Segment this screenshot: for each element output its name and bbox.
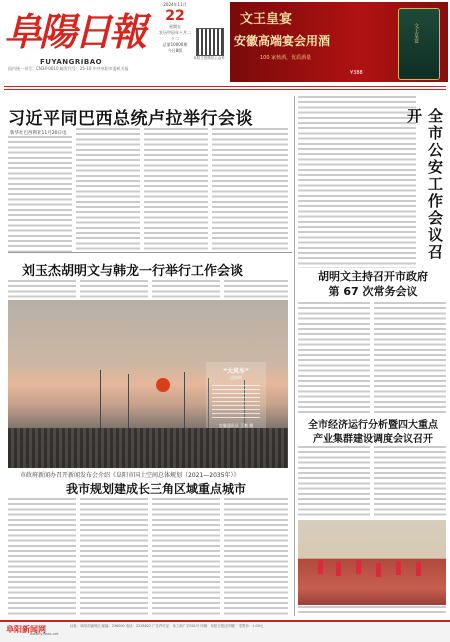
column-divider <box>294 96 295 616</box>
newspaper-pinyin: FUYANGRIBAO <box>40 58 103 66</box>
qr-code-icon <box>196 28 224 56</box>
publication-info: 国内统一刊号：CN34-0010 邮发代号：25-10 中共阜阳市委机关报 <box>8 66 129 71</box>
wind-turbine <box>184 372 185 430</box>
bottom-column-1 <box>8 498 76 616</box>
second-column-2 <box>80 280 148 298</box>
side-headline-2b: 产业集群建设调度会议召开 <box>313 434 433 445</box>
masthead-divider-thin <box>4 89 446 90</box>
lead-column-4 <box>212 128 288 252</box>
masthead-divider <box>4 86 446 87</box>
lunar-date: 农历甲辰年十月二十二 <box>159 30 191 41</box>
photo-caption-title: “大风车” <box>223 368 249 375</box>
second-column-4 <box>224 280 288 298</box>
tree-line <box>8 428 288 468</box>
side-column-3b <box>374 446 446 518</box>
second-headline: 刘玉杰胡明文与韩龙一行举行工作会谈 <box>22 264 244 279</box>
ad-subtext: 100 家核酒，优质酒量 <box>260 55 312 61</box>
newspaper-title: 阜陽日報 <box>4 9 145 54</box>
footer-logo[interactable]: 阜阳新闻网 <box>6 625 46 634</box>
issue-number: 总第10000期 <box>162 42 188 47</box>
date-box <box>158 2 192 62</box>
side-column-3a <box>298 446 370 518</box>
bottle-label: 文王皇宴 <box>413 23 419 43</box>
vertical-headline: 全市公安工作会议召开 <box>405 108 444 261</box>
section-divider <box>8 252 292 253</box>
footer-info: 社址：阜阳市颍州区 邮编：236000 电话：2228822 广告许可证：阜工商广字001号 印刷：阜阳日报社印刷厂 零售价：1.00元 <box>70 624 264 628</box>
second-column-3 <box>152 280 220 298</box>
wind-turbine <box>100 370 101 430</box>
sun-icon <box>156 378 170 392</box>
bottom-column-2 <box>80 498 148 616</box>
side-column-2a <box>298 302 370 414</box>
date-day: 22 <box>165 8 185 24</box>
ad-price: ¥388 <box>350 70 363 76</box>
side-column-2b <box>374 302 446 414</box>
bottom-headline: 我市规划建成长三角区域重点城市 <box>66 482 247 496</box>
ad-slogan: 安徽高端宴会用酒 <box>234 34 331 48</box>
ad-brand: 文王皇宴 <box>240 12 293 27</box>
photo-caption-box <box>206 362 266 428</box>
lead-headline: 习近平同巴西总统卢拉举行会谈 <box>8 109 253 129</box>
qr-caption: 阜阳日报微信公众号 <box>193 56 225 60</box>
photo-credit: 安徽通讯员 王勤 摄 <box>218 423 254 428</box>
advertisement-banner <box>230 2 448 82</box>
footer-url[interactable]: www.fynews.net <box>30 632 59 636</box>
date-line: 2024年11月 <box>163 2 187 7</box>
side-headline-1a: 胡明文主持召开市政府 <box>318 270 428 283</box>
bottom-column-3 <box>152 498 220 616</box>
small-photo-caption <box>298 606 446 616</box>
second-column-1 <box>8 280 76 298</box>
bottom-column-4 <box>224 498 288 616</box>
page-count: 今日8版 <box>167 48 183 53</box>
side-column-top <box>298 96 416 268</box>
wind-turbine <box>128 374 129 430</box>
wine-bottle-icon <box>398 8 440 80</box>
sunset-windmill-photo <box>8 300 288 468</box>
weekday: 星期五 <box>169 24 181 29</box>
photo-caption-sub: 送绿明 <box>230 375 242 380</box>
lead-column-3 <box>144 128 208 252</box>
lead-column-2 <box>76 128 140 252</box>
side-headline-2a: 全市经济运行分析暨四大重点 <box>308 420 438 431</box>
kids-cycling-photo <box>298 520 446 605</box>
bottom-subheadline: 市政府新闻办召开新闻发布会介绍《阜阳市国土空间总体规划（2021—2035年）》 <box>20 472 240 479</box>
side-headline-1b: 第 67 次常务会议 <box>328 285 418 298</box>
lead-byline: 新华社巴西利亚11月20日电 <box>10 131 67 136</box>
lead-column-1 <box>8 136 72 252</box>
